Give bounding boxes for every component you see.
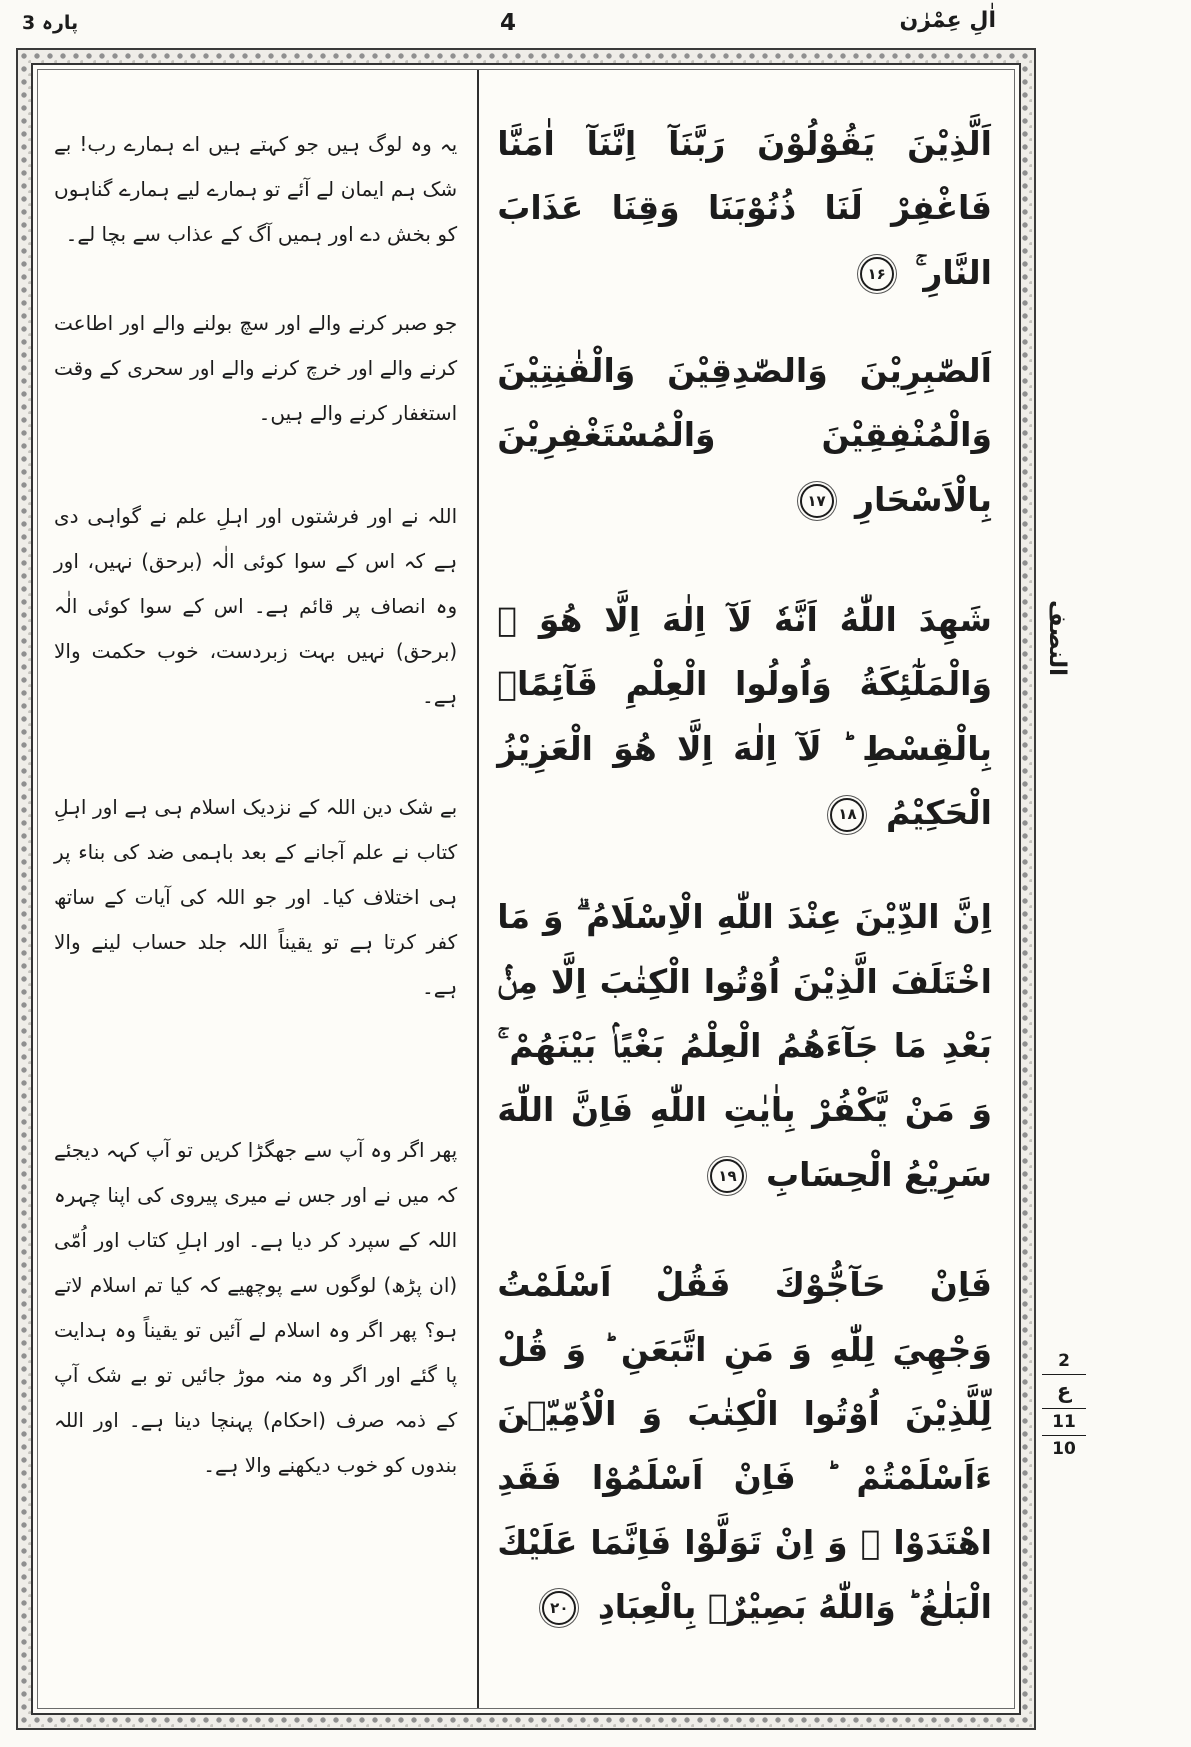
verse-text: اِنَّ الدِّيْنَ عِنْدَ اللّٰهِ الْاِسْلَامُ ۗ وَ مَا اخْتَلَفَ الَّذِيْنَ اُوْتُوا الْكِتٰبَ اِلَّا مِنْۢ بَعْدِ مَا جَآءَهُمُ الْعِلْمُ بَغْيًاۢ بَيْنَهُمْ ۚ وَ مَنْ يَّكْفُرْ بِاٰيٰتِ اللّٰهِ فَاِنَّ اللّٰهَ سَرِيْعُ الْحِسَابِ	[497, 897, 992, 1194]
arabic-quran-column	[477, 70, 1014, 1708]
ornamental-frame	[16, 48, 1036, 1730]
surah-name: اٰلِ عِمْرٰن	[899, 8, 996, 33]
parah-label: پارہ 3	[22, 12, 79, 34]
verse-number-badge	[830, 798, 864, 832]
verse-number: ۱۹	[718, 1166, 737, 1185]
inner-rule-2	[37, 69, 1015, 1709]
verse-text: شَهِدَ اللّٰهُ اَنَّهٗ لَآ اِلٰهَ اِلَّا هُوَ ۙ وَالْمَلٰٓئِكَةُ وَاُولُوا الْعِلْمِ قَآئِمًاۢ بِالْقِسْطِ ؕ لَآ اِلٰهَ اِلَّا هُوَ الْعَزِيْزُ الْحَكِيْمُ	[497, 600, 992, 833]
urdu-paragraph: جو صبر کرنے والے اور سچ بولنے والے اور اطاعت کرنے والے اور خرچ کرنے والے اور سحری کے وقت استغفار کرنے والے ہیں۔	[54, 311, 458, 425]
urdu-paragraph: اللہ نے اور فرشتوں اور اہلِ علم نے گواہی دی ہے کہ اس کے سوا کوئی الٰہ (برحق) نہیں، اور وہ انصاف پر قائم ہے۔ اس کے سوا کوئی الٰہ (برحق) نہیں بہت زبردست، خوب حکمت والا ہے۔	[54, 504, 458, 708]
ruku-count-middle: 11	[1042, 1408, 1086, 1435]
quran-verse	[497, 885, 992, 1207]
verse-number: ۲۰	[550, 1598, 569, 1617]
urdu-translation-column	[38, 70, 477, 1708]
ruku-ain-symbol: ع	[1042, 1374, 1086, 1408]
ruku-marker	[1042, 1348, 1086, 1463]
page-number: 4	[500, 10, 517, 36]
nisf-juz-marker: النصف	[1044, 600, 1070, 676]
inner-rule	[31, 63, 1021, 1715]
quran-verse	[497, 112, 992, 305]
quran-verse	[497, 588, 992, 845]
verse-number-badge	[710, 1159, 744, 1193]
verse-number: ۱۸	[838, 804, 857, 823]
urdu-paragraph: پھر اگر وہ آپ سے جھگڑا کریں تو آپ کہہ دیجئے کہ میں نے اور جس نے میری پیروی کی اپنا چہرہ اللہ کے سپرد کر دیا ہے۔ اور اہلِ کتاب اور اُمّی (ان پڑھ) لوگوں سے پوچھیے کہ کیا تم اسلام لاتے ہو؟ پھر اگر وہ اسلام لے آئیں تو یقیناً وہ ہدایت پا گئے اور اگر وہ منہ موڑ جائیں تو بے شک آپ کے ذمہ صرف (احکام) پہنچا دینا ہے۔ اور اللہ بندوں کو خوب دیکھنے والا ہے۔	[54, 1138, 458, 1477]
page-header	[0, 6, 1191, 46]
verse-text: فَاِنْ حَآجُّوْكَ فَقُلْ اَسْلَمْتُ وَجْهِيَ لِلّٰهِ وَ مَنِ اتَّبَعَنِ ؕ وَ قُلْ لِّلَّذِيْنَ اُوْتُوا الْكِتٰبَ وَ الْاُمِّيّٖنَ ءَاَسْلَمْتُمْ ؕ فَاِنْ اَسْلَمُوْا فَقَدِ اهْتَدَوْا ۚ وَ اِنْ تَوَلَّوْا فَاِنَّمَا عَلَيْكَ الْبَلٰغُ ؕ وَاللّٰهُ بَصِيْرٌۢ بِالْعِبَادِ	[497, 1265, 992, 1626]
quran-verse	[497, 1253, 992, 1639]
verse-number: ۱۷	[807, 491, 826, 510]
urdu-paragraph: بے شک دین اللہ کے نزدیک اسلام ہی ہے اور اہلِ کتاب نے علم آجانے کے بعد باہمی ضد کی بناء پر ہی اختلاف کیا۔ اور جو اللہ کی آیات کے ساتھ کفر کرتا ہے تو یقیناً اللہ جلد حساب لینے والا ہے۔	[54, 795, 458, 999]
quran-verse	[497, 339, 992, 532]
urdu-paragraph: یہ وہ لوگ ہیں جو کہتے ہیں اے ہمارے رب! بے شک ہم ایمان لے آئے تو ہمارے لیے ہمارے گناہوں کو بخش دے اور ہمیں آگ کے عذاب سے بچا لے۔	[54, 132, 458, 246]
verse-text: اَلَّذِيْنَ يَقُوْلُوْنَ رَبَّنَآ اِنَّنَآ اٰمَنَّا فَاغْفِرْ لَنَا ذُنُوْبَنَا وَقِنَا عَذَابَ النَّارِ ۚ	[497, 124, 992, 292]
page-content	[38, 70, 1014, 1708]
ornament-band	[16, 48, 1036, 1730]
ruku-count-top: 2	[1058, 1351, 1070, 1371]
ruku-count-bottom: 10	[1042, 1435, 1086, 1462]
verse-number: ۱۶	[867, 264, 886, 283]
verse-text: اَلصّٰبِرِيْنَ وَالصّٰدِقِيْنَ وَالْقٰنِتِيْنَ وَالْمُنْفِقِيْنَ وَالْمُسْتَغْفِرِيْنَ بِالْاَسْحَارِ	[497, 351, 992, 519]
verse-number-badge	[860, 257, 894, 291]
verse-number-badge	[542, 1591, 576, 1625]
verse-number-badge	[800, 484, 834, 518]
